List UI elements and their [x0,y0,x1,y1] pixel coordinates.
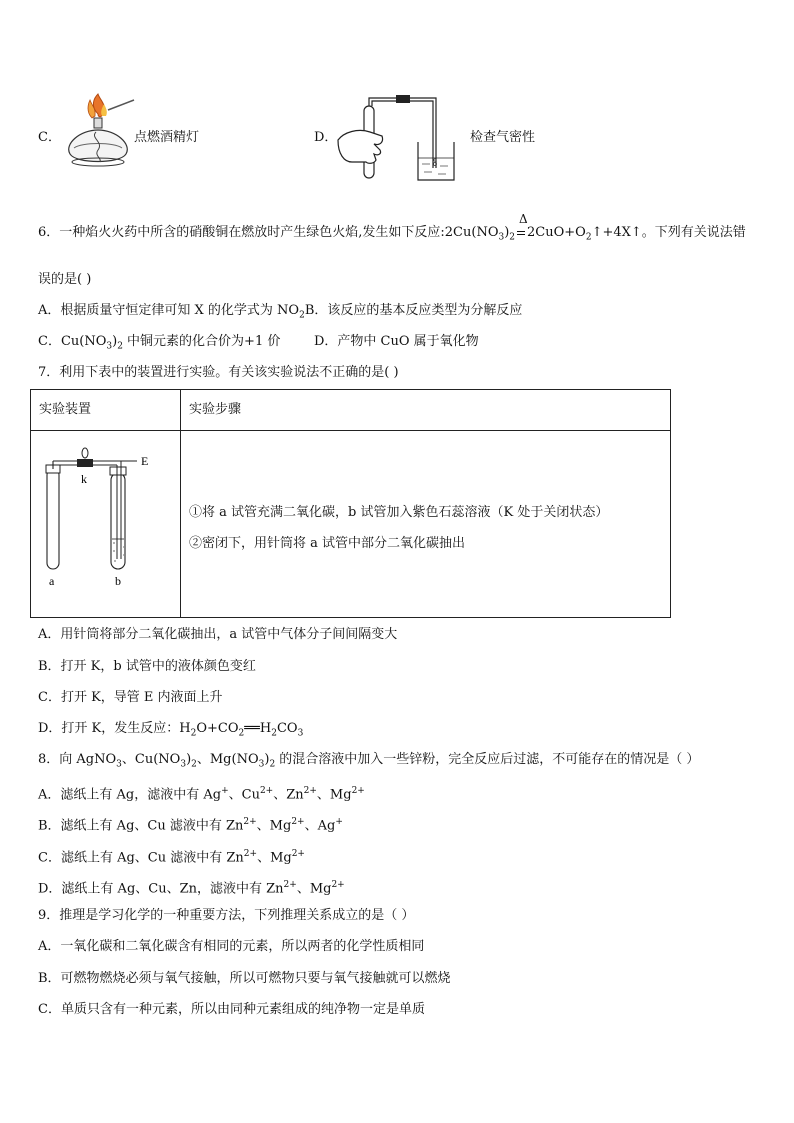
apparatus-cell [31,431,181,618]
q6-option-c: C．$Cu(NO_3)_2$ 中铜元素的化合价为+1 价 [38,334,281,352]
q7-option-d: D．打开 K，发生反应：$H_2O+CO_2══H_2CO_3$ [38,721,304,739]
heating-delta-symbol: Δ [519,212,528,226]
label-b: b [115,574,121,587]
alcohol-lamp-lighting-figure [60,92,140,178]
q7-option-b: B．打开 K，b 试管中的液体颜色变红 [38,659,256,674]
q7-stem: 7．利用下表中的装置进行实验。有关该实验说法不正确的是( ) [38,365,399,380]
co2-test-tube-apparatus-figure [37,447,177,587]
q5-option-c-letter: C． [38,130,61,145]
label-e: E [141,454,149,468]
q9-option-c: C．单质只含有一种元素，所以由同种元素组成的纯净物一定是单质 [38,1002,425,1017]
q8-option-c: C．滤纸上有 Ag、Cu 滤液中有 $Zn^{2+}$、$Mg^{2+}$ [38,849,305,866]
label-a: a [49,574,55,587]
q9-option-a: A．一氧化碳和二氧化碳含有相同的元素，所以两者的化学性质相同 [38,939,425,954]
q8-stem: 8．向 AgNO$_3$、$Cu(NO_3)_2$、$Mg(NO_3)_2$ 的混合溶液中加入一些锌粉，完全反应后过滤，不可能存在的情况是（ ） [38,752,700,770]
q6-option-a-b: A．根据质量守恒定律可知 X 的化学式为 $NO_2B$．该反应的基本反应类型为分解反应 [38,303,523,321]
steps-cell [181,431,671,618]
q6-stem-line2: 误的是( ) [38,272,92,287]
q5-option-c-text: 点燃酒精灯 [134,130,200,145]
q9-stem: 9．推理是学习化学的一种重要方法，下列推理关系成立的是（ ） [38,908,415,923]
q5-option-d-text: 检查气密性 [470,130,536,145]
q7-option-c: C．打开 K，导管 E 内液面上升 [38,690,223,705]
q6-stem-line1: 6．一种焰火火药中所含的硝酸铜在燃放时产生绿色火焰,发生如下反应$:2Cu(NO_3)_2$ Δ $2CuO+O_2↑+4X↑$。下列有关说法错 [38,212,746,243]
table-header-apparatus: 实验装置 [31,390,181,431]
label-k: k [81,472,87,486]
q8-option-a: A．滤纸上有 Ag，滤液中有 Ag+、$Cu^{2+}$、$Zn^{2+}$、$Mg^{2+}$ [38,786,365,803]
experiment-table [30,389,671,618]
q9-option-b: B．可燃物燃烧必须与氧气接触，所以可燃物只要与氧气接触就可以燃烧 [38,971,451,986]
q8-option-b: B．滤纸上有 Ag、Cu 滤液中有 $Zn^{2+}$、$Mg^{2+}$、Ag+ [38,817,343,834]
step-1: ①将 a 试管充满二氧化碳，b 试管加入紫色石蕊溶液（K 处于关闭状态） [189,505,609,520]
q7-option-a: A．用针筒将部分二氧化碳抽出，a 试管中气体分子间间隔变大 [38,627,398,642]
airtightness-check-figure [336,92,466,184]
q8-option-d: D．滤纸上有 Ag、Cu、Zn，滤液中有 $Zn^{2+}$、$Mg^{2+}$ [38,880,345,897]
q6-option-d: D．产物中 CuO 属于氧化物 [314,334,479,349]
step-2: ②密闭下，用针筒将 a 试管中部分二氧化碳抽出 [189,536,466,551]
table-header-steps: 实验步骤 [181,390,671,431]
q5-option-d-letter: D． [314,130,338,145]
